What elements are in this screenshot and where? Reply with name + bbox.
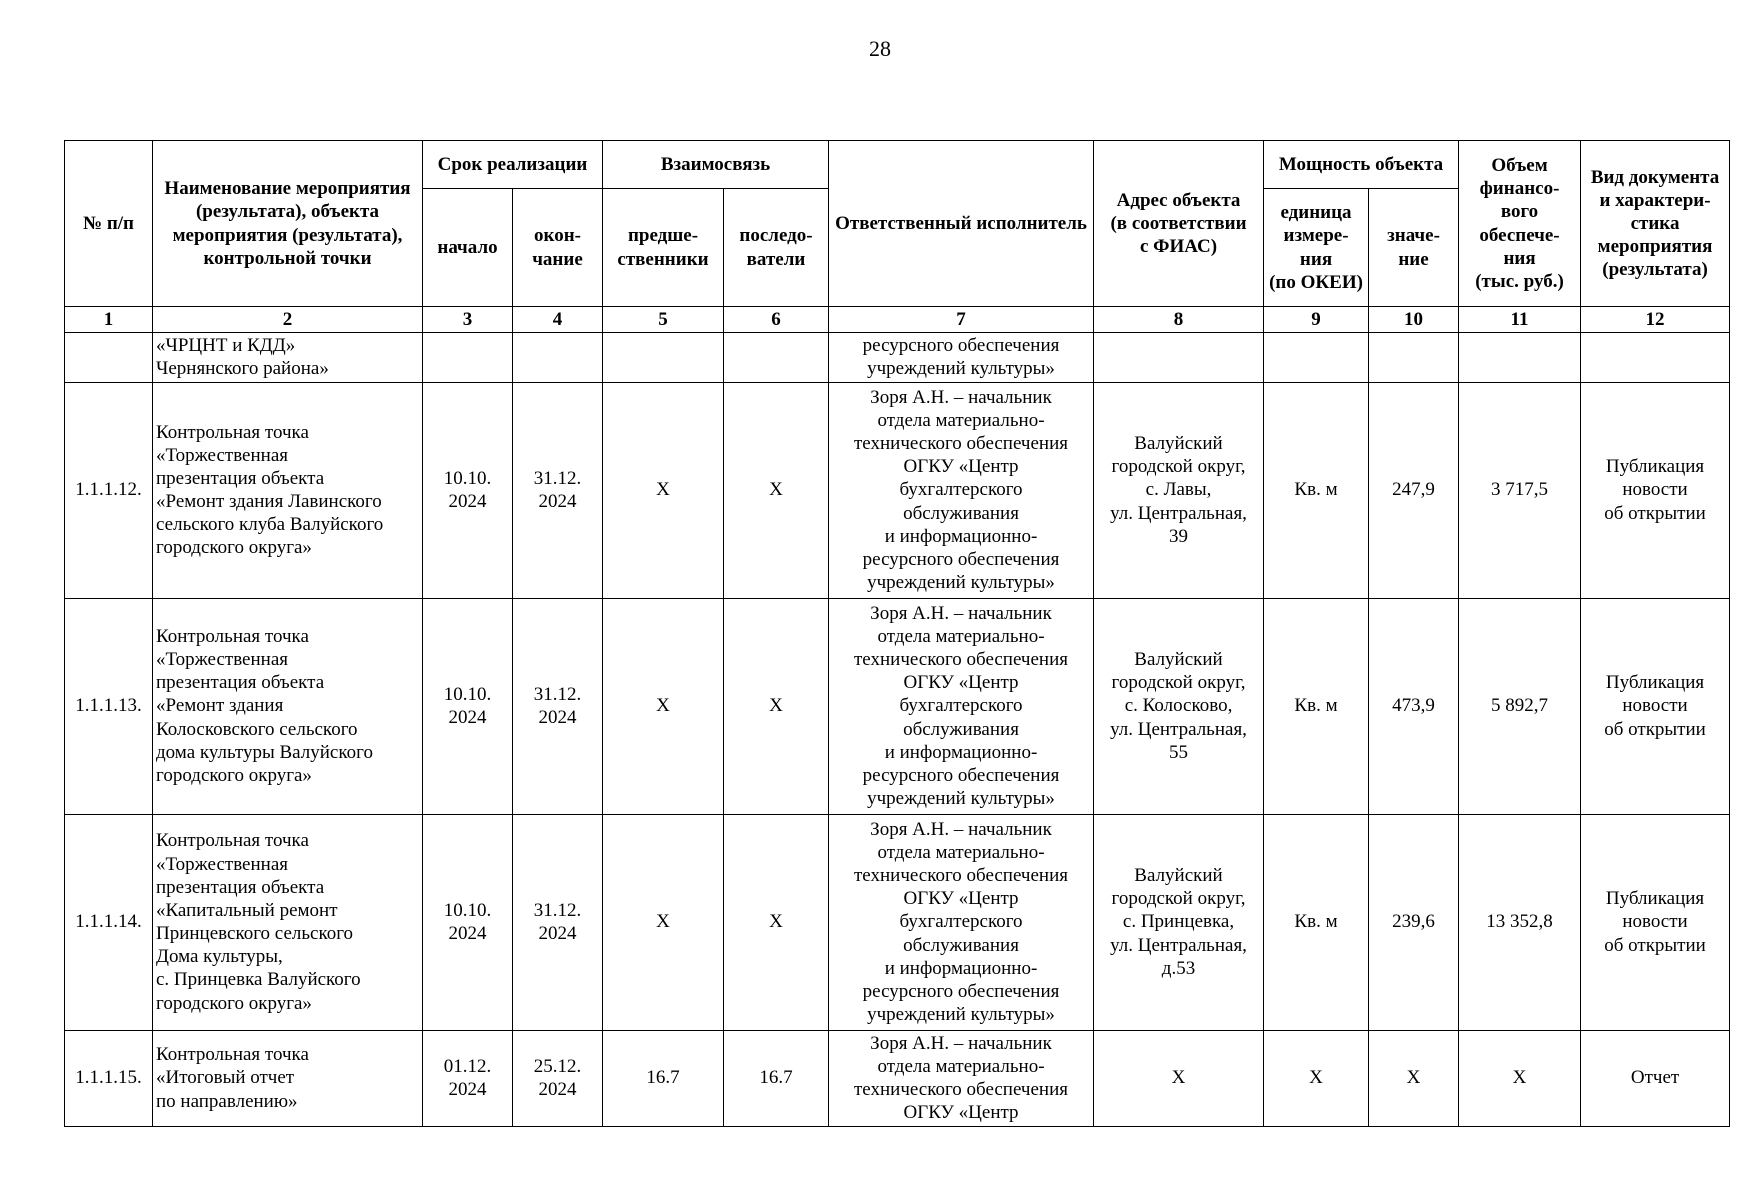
cell-name: Контрольная точка «Итоговый отчет по направлению» <box>153 1030 423 1126</box>
cell-responsible: Зоря А.Н. – начальник отдела материально- технического обеспечения ОГКУ «Центр бухгалтерского обслуживания и информационно- ресурсного обеспечения учреждений культуры» <box>829 382 1094 598</box>
header-period: Срок реализации <box>423 141 603 189</box>
cell-finance: X <box>1459 1030 1581 1126</box>
cell-name: Контрольная точка «Торжественная презентация объекта «Ремонт здания Колосковского сельского дома культуры Валуйского городского округа» <box>153 598 423 814</box>
cell-responsible: Зоря А.Н. – начальник отдела материально- технического обеспечения ОГКУ «Центр бухгалтерского обслуживания и информационно- ресурсного обеспечения учреждений культуры» <box>829 814 1094 1030</box>
column-number: 10 <box>1369 307 1459 333</box>
cell-empty <box>724 333 829 382</box>
cell-value: 239,6 <box>1369 814 1459 1030</box>
cell-num: 1.1.1.14. <box>65 814 153 1030</box>
cell-predecessors: 16.7 <box>603 1030 724 1126</box>
column-numbers-row <box>65 307 1730 333</box>
cell-empty <box>603 333 724 382</box>
column-number: 6 <box>724 307 829 333</box>
cell-doc: Публикация новости об открытии <box>1581 598 1730 814</box>
cell-start: 10.10. 2024 <box>423 598 513 814</box>
cell-unit: Кв. м <box>1264 598 1369 814</box>
column-number: 12 <box>1581 307 1730 333</box>
cell-successors: X <box>724 814 829 1030</box>
cell-empty <box>1264 333 1369 382</box>
cell-doc: Публикация новости об открытии <box>1581 382 1730 598</box>
header-responsible: Ответственный исполнитель <box>829 141 1094 307</box>
cell-end: 31.12. 2024 <box>513 814 603 1030</box>
cell-address: Валуйский городской округ, с. Колосково, ул. Центральная, 55 <box>1094 598 1264 814</box>
header-successors: последо- ватели <box>724 189 829 307</box>
cell-value: 247,9 <box>1369 382 1459 598</box>
cell-finance: 5 892,7 <box>1459 598 1581 814</box>
cell-predecessors: X <box>603 814 724 1030</box>
header-address: Адрес объекта (в соответствии с ФИАС) <box>1094 141 1264 307</box>
header-doc-type: Вид документа и характери- стика мероприятия (результата) <box>1581 141 1730 307</box>
header-predecessors: предше- ственники <box>603 189 724 307</box>
cell-start: 10.10. 2024 <box>423 382 513 598</box>
cell-name: «ЧРЦНТ и КДД» Чернянского района» <box>153 333 423 382</box>
cell-unit: Кв. м <box>1264 814 1369 1030</box>
table-row-continuation <box>65 333 1730 382</box>
cell-responsible: ресурсного обеспечения учреждений культуры» <box>829 333 1094 382</box>
column-number: 8 <box>1094 307 1264 333</box>
column-number: 5 <box>603 307 724 333</box>
cell-start: 01.12. 2024 <box>423 1030 513 1126</box>
cell-empty <box>1369 333 1459 382</box>
column-number: 3 <box>423 307 513 333</box>
cell-num: 1.1.1.15. <box>65 1030 153 1126</box>
cell-end: 25.12. 2024 <box>513 1030 603 1126</box>
cell-name: Контрольная точка «Торжественная презентация объекта «Ремонт здания Лавинского сельского клуба Валуйского городского округа» <box>153 382 423 598</box>
table-row <box>65 814 1730 1030</box>
table-row <box>65 598 1730 814</box>
cell-empty <box>1459 333 1581 382</box>
cell-end: 31.12. 2024 <box>513 382 603 598</box>
cell-predecessors: X <box>603 598 724 814</box>
page-number: 28 <box>869 36 891 61</box>
header-capacity: Мощность объекта <box>1264 141 1459 189</box>
cell-name: Контрольная точка «Торжественная презентация объекта «Капитальный ремонт Принцевского сельского Дома культуры, с. Принцевка Валуйского городского округа» <box>153 814 423 1030</box>
column-number: 7 <box>829 307 1094 333</box>
cell-address: X <box>1094 1030 1264 1126</box>
cell-empty <box>1581 333 1730 382</box>
table-row <box>65 1030 1730 1126</box>
cell-empty <box>423 333 513 382</box>
cell-start: 10.10. 2024 <box>423 814 513 1030</box>
column-number: 9 <box>1264 307 1369 333</box>
cell-value: X <box>1369 1030 1459 1126</box>
column-number: 1 <box>65 307 153 333</box>
cell-responsible: Зоря А.Н. – начальник отдела материально- технического обеспечения ОГКУ «Центр <box>829 1030 1094 1126</box>
cell-end: 31.12. 2024 <box>513 598 603 814</box>
header-unit: единица измере- ния (по ОКЕИ) <box>1264 189 1369 307</box>
header-value: значе- ние <box>1369 189 1459 307</box>
header-num: № п/п <box>65 141 153 307</box>
header-relation: Взаимосвязь <box>603 141 829 189</box>
header-period-start: начало <box>423 189 513 307</box>
cell-successors: X <box>724 598 829 814</box>
cell-successors: 16.7 <box>724 1030 829 1126</box>
cell-finance: 3 717,5 <box>1459 382 1581 598</box>
column-number: 11 <box>1459 307 1581 333</box>
cell-address: Валуйский городской округ, с. Принцевка, ул. Центральная, д.53 <box>1094 814 1264 1030</box>
cell-successors: X <box>724 382 829 598</box>
cell-empty <box>513 333 603 382</box>
cell-unit: X <box>1264 1030 1369 1126</box>
cell-num: 1.1.1.12. <box>65 382 153 598</box>
cell-empty <box>1094 333 1264 382</box>
cell-doc: Отчет <box>1581 1030 1730 1126</box>
header-period-end: окон- чание <box>513 189 603 307</box>
cell-empty <box>65 333 153 382</box>
cell-address: Валуйский городской округ, с. Лавы, ул. Центральная, 39 <box>1094 382 1264 598</box>
column-number: 4 <box>513 307 603 333</box>
cell-value: 473,9 <box>1369 598 1459 814</box>
cell-num: 1.1.1.13. <box>65 598 153 814</box>
header-name: Наименование мероприятия (результата), объекта мероприятия (результата), контрольной точки <box>153 141 423 307</box>
table-row <box>65 382 1730 598</box>
cell-finance: 13 352,8 <box>1459 814 1581 1030</box>
header-finance: Объем финансо- вого обеспече- ния (тыс. руб.) <box>1459 141 1581 307</box>
column-number: 2 <box>153 307 423 333</box>
cell-responsible: Зоря А.Н. – начальник отдела материально- технического обеспечения ОГКУ «Центр бухгалтерского обслуживания и информационно- ресурсного обеспечения учреждений культуры» <box>829 598 1094 814</box>
cell-unit: Кв. м <box>1264 382 1369 598</box>
activities-table <box>64 140 1730 1127</box>
cell-doc: Публикация новости об открытии <box>1581 814 1730 1030</box>
cell-predecessors: X <box>603 382 724 598</box>
